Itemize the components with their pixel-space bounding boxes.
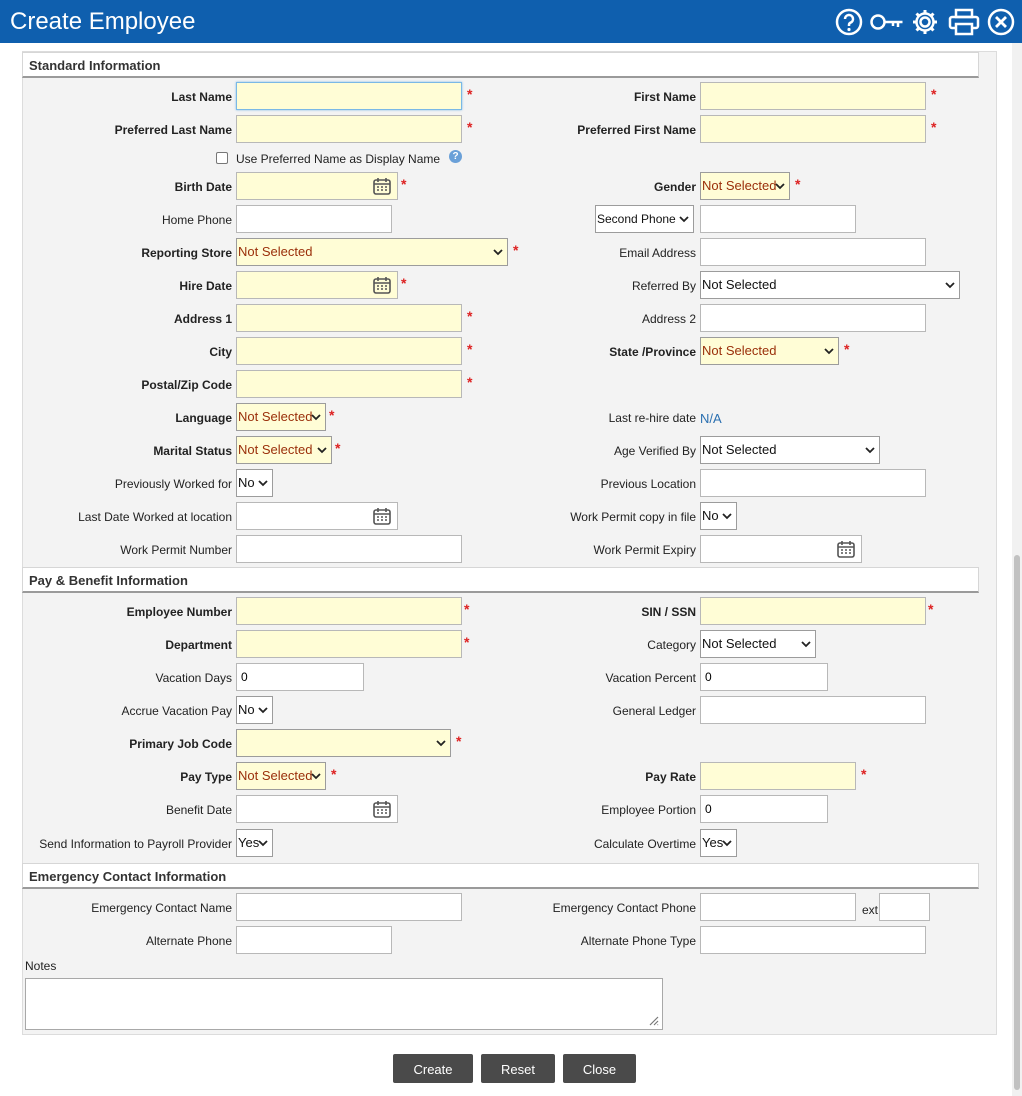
work-permit-copy-label: Work Permit copy in file bbox=[570, 510, 696, 524]
hire-date-input[interactable] bbox=[236, 271, 398, 299]
required-star: * bbox=[467, 308, 473, 324]
section-title: Pay & Benefit Information bbox=[29, 573, 188, 588]
vacation-days-input[interactable] bbox=[236, 663, 364, 691]
sin-ssn-input[interactable] bbox=[700, 597, 926, 625]
send-payroll-value: Yes bbox=[238, 835, 260, 850]
previous-location-input[interactable] bbox=[700, 469, 926, 497]
alternate-phone-type-input[interactable] bbox=[700, 926, 926, 954]
vacation-percent-input[interactable] bbox=[700, 663, 828, 691]
second-phone-select[interactable] bbox=[595, 205, 694, 233]
section-header-emergency bbox=[22, 863, 979, 889]
required-star: * bbox=[331, 766, 337, 782]
calendar-icon[interactable] bbox=[373, 507, 391, 525]
category-value: Not Selected bbox=[702, 636, 777, 651]
previously-worked-value: No bbox=[238, 475, 255, 490]
gear-icon[interactable] bbox=[911, 8, 939, 36]
required-star: * bbox=[467, 341, 473, 357]
first-name-label: First Name bbox=[633, 90, 696, 104]
reporting-store-value: Not Selected bbox=[238, 244, 313, 259]
required-star: * bbox=[401, 275, 407, 291]
required-star: * bbox=[401, 176, 407, 192]
pay-rate-input[interactable] bbox=[700, 762, 856, 790]
notes-label: Notes bbox=[25, 959, 57, 973]
vacation-days-label: Vacation Days bbox=[155, 671, 232, 685]
last-date-worked-input[interactable] bbox=[236, 502, 398, 530]
calendar-icon[interactable] bbox=[373, 800, 391, 818]
print-icon[interactable] bbox=[948, 8, 980, 36]
notes-textarea[interactable] bbox=[25, 978, 663, 1030]
required-star: * bbox=[795, 176, 801, 192]
use-preferred-name-label: Use Preferred Name as Display Name bbox=[236, 152, 441, 166]
reporting-store-label: Reporting Store bbox=[141, 246, 232, 260]
reporting-store-select[interactable] bbox=[236, 238, 508, 266]
marital-status-select[interactable] bbox=[236, 436, 332, 464]
calculate-overtime-select[interactable] bbox=[700, 829, 737, 857]
primary-job-code-label: Primary Job Code bbox=[129, 737, 232, 751]
employee-portion-input[interactable] bbox=[700, 795, 828, 823]
reset-button[interactable]: Reset bbox=[481, 1054, 555, 1083]
pay-type-value: Not Selected bbox=[238, 768, 313, 783]
address2-input[interactable] bbox=[700, 304, 926, 332]
gender-select[interactable] bbox=[700, 172, 790, 200]
preferred-first-name-label: Preferred First Name bbox=[577, 123, 696, 137]
pay-type-label: Pay Type bbox=[180, 770, 232, 784]
create-button[interactable]: Create bbox=[393, 1054, 473, 1083]
emergency-contact-phone-label: Emergency Contact Phone bbox=[552, 901, 696, 915]
accrue-vacation-value: No bbox=[238, 702, 255, 717]
required-star: * bbox=[335, 440, 341, 456]
accrue-vacation-select[interactable] bbox=[236, 696, 273, 724]
page-title: Create Employee bbox=[10, 8, 196, 35]
marital-status-value: Not Selected bbox=[238, 442, 313, 457]
emergency-contact-name-label: Emergency Contact Name bbox=[91, 901, 232, 915]
sin-ssn-label: SIN / SSN bbox=[641, 605, 696, 619]
required-star: * bbox=[467, 374, 473, 390]
category-select[interactable] bbox=[700, 630, 816, 658]
accrue-vacation-label: Accrue Vacation Pay bbox=[121, 704, 232, 718]
section-title: Emergency Contact Information bbox=[29, 869, 227, 884]
work-permit-copy-select[interactable] bbox=[700, 502, 737, 530]
state-label: State /Province bbox=[609, 345, 696, 359]
language-label: Language bbox=[175, 411, 232, 425]
employee-number-label: Employee Number bbox=[126, 605, 232, 619]
home-phone-label: Home Phone bbox=[161, 213, 232, 227]
section-header-pay bbox=[22, 567, 979, 593]
marital-status-label: Marital Status bbox=[153, 444, 232, 458]
birth-date-input[interactable] bbox=[236, 172, 398, 200]
state-select[interactable] bbox=[700, 337, 839, 365]
use-preferred-name-checkbox[interactable] bbox=[216, 152, 228, 164]
last-name-label: Last Name bbox=[171, 90, 232, 104]
benefit-date-input[interactable] bbox=[236, 795, 398, 823]
help-icon[interactable] bbox=[835, 8, 863, 36]
first-name-input[interactable] bbox=[700, 82, 926, 110]
referred-by-label: Referred By bbox=[631, 279, 696, 293]
category-label: Category bbox=[647, 638, 696, 652]
address2-label: Address 2 bbox=[641, 312, 696, 326]
required-star: * bbox=[513, 242, 519, 258]
vacation-percent-label: Vacation Percent bbox=[605, 671, 696, 685]
ext-label: ext bbox=[862, 903, 879, 917]
calendar-icon[interactable] bbox=[373, 276, 391, 294]
age-verified-label: Age Verified By bbox=[613, 444, 696, 458]
calculate-overtime-value: Yes bbox=[702, 835, 724, 850]
required-star: * bbox=[844, 341, 850, 357]
pay-rate-label: Pay Rate bbox=[645, 770, 696, 784]
required-star: * bbox=[464, 601, 470, 617]
section-header-standard bbox=[22, 52, 979, 78]
referred-by-value: Not Selected bbox=[702, 277, 777, 292]
calculate-overtime-label: Calculate Overtime bbox=[593, 837, 696, 851]
address1-label: Address 1 bbox=[173, 312, 232, 326]
general-ledger-label: General Ledger bbox=[612, 704, 696, 718]
required-star: * bbox=[931, 119, 937, 135]
address1-input[interactable] bbox=[236, 304, 462, 332]
state-value: Not Selected bbox=[702, 343, 777, 358]
city-input[interactable] bbox=[236, 337, 462, 365]
employee-portion-label: Employee Portion bbox=[601, 803, 696, 817]
department-input[interactable] bbox=[236, 630, 462, 658]
referred-by-select[interactable] bbox=[700, 271, 960, 299]
required-star: * bbox=[861, 766, 867, 782]
postal-label: Postal/Zip Code bbox=[141, 378, 232, 392]
required-star: * bbox=[928, 601, 934, 617]
last-date-worked-label: Last Date Worked at location bbox=[78, 510, 232, 524]
work-permit-expiry-label: Work Permit Expiry bbox=[593, 543, 696, 557]
hire-date-label: Hire Date bbox=[179, 279, 232, 293]
section-title: Standard Information bbox=[29, 58, 161, 73]
pay-type-select[interactable] bbox=[236, 762, 326, 790]
previous-location-label: Previous Location bbox=[600, 477, 696, 491]
department-label: Department bbox=[165, 638, 232, 652]
preferred-last-name-input[interactable] bbox=[236, 115, 462, 143]
benefit-date-label: Benefit Date bbox=[165, 803, 232, 817]
key-icon[interactable] bbox=[869, 8, 905, 36]
emergency-contact-phone-input[interactable] bbox=[700, 893, 856, 921]
previously-worked-select[interactable] bbox=[236, 469, 273, 497]
primary-job-code-select[interactable] bbox=[236, 729, 451, 757]
calendar-icon[interactable] bbox=[837, 540, 855, 558]
preferred-last-name-label: Preferred Last Name bbox=[114, 123, 232, 137]
scrollbar-thumb[interactable] bbox=[1014, 555, 1020, 1090]
general-ledger-input[interactable] bbox=[700, 696, 926, 724]
second-phone-value: Second Phone bbox=[597, 212, 676, 226]
language-value: Not Selected bbox=[238, 409, 313, 424]
alternate-phone-type-label: Alternate Phone Type bbox=[580, 934, 696, 948]
required-star: * bbox=[456, 733, 462, 749]
last-name-input[interactable] bbox=[236, 82, 462, 110]
work-permit-number-label: Work Permit Number bbox=[120, 543, 232, 557]
close-button[interactable]: Close bbox=[563, 1054, 636, 1083]
send-payroll-select[interactable] bbox=[236, 829, 273, 857]
postal-input[interactable] bbox=[236, 370, 462, 398]
work-permit-number-input[interactable] bbox=[236, 535, 462, 563]
resize-grip-icon[interactable] bbox=[647, 1014, 659, 1026]
preferred-first-name-input[interactable] bbox=[700, 115, 926, 143]
city-label: City bbox=[209, 345, 232, 359]
home-phone-input[interactable] bbox=[236, 205, 392, 233]
previously-worked-label: Previously Worked for bbox=[114, 477, 232, 491]
help-icon[interactable]: ? bbox=[449, 150, 462, 163]
gender-label: Gender bbox=[653, 180, 696, 194]
ext-input[interactable] bbox=[879, 893, 930, 921]
email-input[interactable] bbox=[700, 238, 926, 266]
second-phone-input[interactable] bbox=[700, 205, 856, 233]
required-star: * bbox=[467, 119, 473, 135]
alternate-phone-input[interactable] bbox=[236, 926, 392, 954]
last-rehire-value: N/A bbox=[700, 411, 722, 426]
birth-date-label: Birth Date bbox=[174, 180, 232, 194]
scrollbar[interactable] bbox=[1012, 43, 1022, 1096]
required-star: * bbox=[467, 86, 473, 102]
last-rehire-label: Last re-hire date bbox=[608, 411, 696, 425]
required-star: * bbox=[464, 634, 470, 650]
work-permit-expiry-input[interactable] bbox=[700, 535, 862, 563]
work-permit-copy-value: No bbox=[702, 508, 719, 523]
calendar-icon[interactable] bbox=[373, 177, 391, 195]
required-star: * bbox=[931, 86, 937, 102]
title-bar bbox=[0, 0, 1022, 43]
language-select[interactable] bbox=[236, 403, 326, 431]
required-star: * bbox=[329, 407, 335, 423]
email-label: Email Address bbox=[619, 246, 696, 260]
send-payroll-label: Send Information to Payroll Provider bbox=[39, 837, 232, 851]
emergency-contact-name-input[interactable] bbox=[236, 893, 462, 921]
age-verified-value: Not Selected bbox=[702, 442, 777, 457]
alternate-phone-label: Alternate Phone bbox=[145, 934, 232, 948]
close-icon[interactable] bbox=[987, 8, 1015, 36]
gender-value: Not Selected bbox=[702, 178, 777, 193]
age-verified-select[interactable] bbox=[700, 436, 880, 464]
employee-number-input[interactable] bbox=[236, 597, 462, 625]
